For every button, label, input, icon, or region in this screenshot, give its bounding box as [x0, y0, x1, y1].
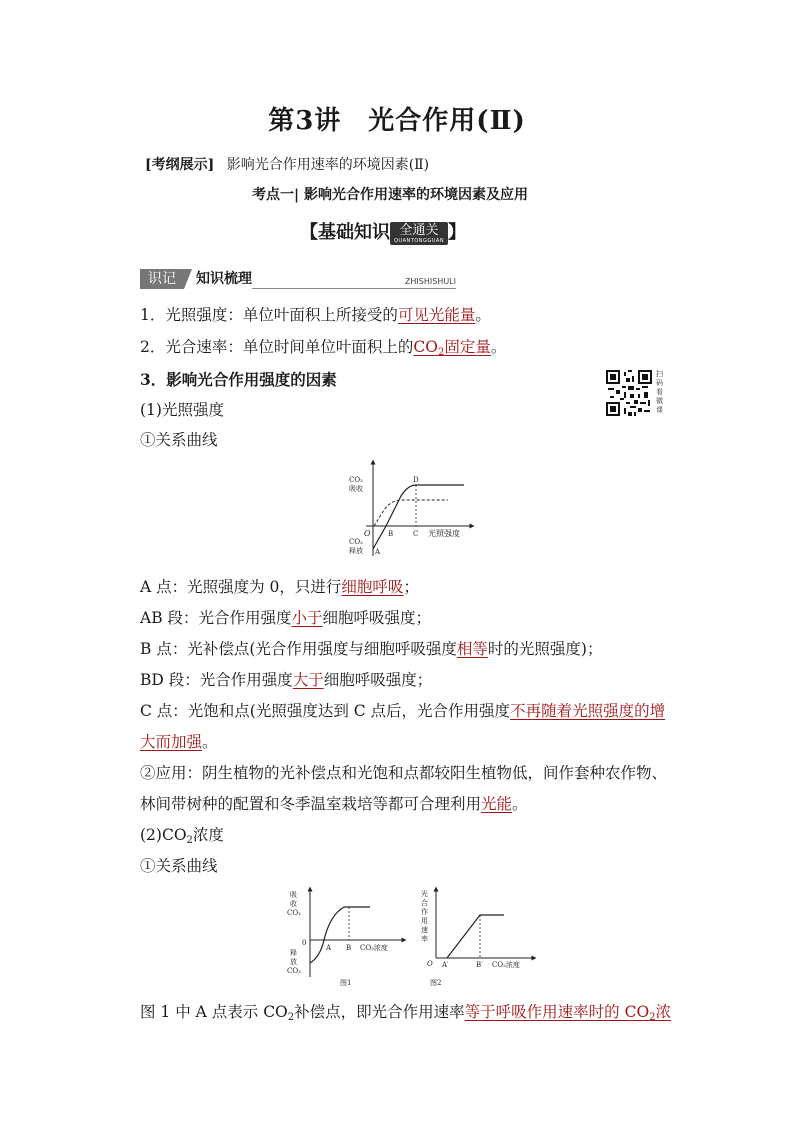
- line-a-end: ；: [403, 578, 419, 596]
- last-line-text: 图 1 中 A 点表示 CO: [140, 1003, 288, 1021]
- point-c-label: C: [413, 530, 419, 538]
- qr-code-icon[interactable]: [606, 370, 652, 416]
- line-a-answer: 细胞呼吸: [341, 578, 404, 596]
- section-bar-slash: [184, 269, 192, 289]
- y-bottom-label-2: 放: [290, 958, 297, 966]
- line-b-text: B 点：光补偿点(光合作用强度与细胞呼吸强度: [140, 640, 457, 658]
- y-bottom-label-1: 释: [290, 949, 297, 957]
- line-c-text: C 点：光饱和点(光照强度达到 C 点后，光合作用强度: [140, 702, 511, 720]
- sub-heading-co2-a: (2)CO: [140, 826, 187, 844]
- point-b-prime-label: B′: [476, 961, 483, 969]
- outline-line: [145, 155, 429, 175]
- origin-label: O: [427, 960, 433, 968]
- last-line-answer: [465, 1003, 671, 1021]
- section-bar-title: 知识梳理: [196, 271, 252, 287]
- curve-label-2: ①关系曲线: [140, 857, 218, 875]
- x-axis-label: CO₂浓度: [492, 961, 520, 969]
- line-bd: [140, 670, 432, 690]
- page-title: 第3讲 光合作用(Ⅱ): [268, 106, 526, 136]
- line-c-cont-end: 。: [202, 733, 218, 751]
- origin-label: 0: [302, 939, 307, 947]
- line-bd-end: 细胞呼吸强度；: [323, 671, 433, 689]
- item-1-end: 。: [475, 306, 491, 324]
- line-c-answer-cont: 大而加强: [140, 733, 203, 751]
- y-label-char: 光: [421, 890, 428, 898]
- jichu-left: 【基础知识: [300, 222, 390, 243]
- y-label-char: 速: [421, 926, 428, 934]
- outline-text: 影响光合作用速率的环境因素(Ⅱ): [226, 157, 430, 173]
- item-1: [140, 305, 491, 325]
- point-b-label: B: [346, 944, 352, 952]
- line-ab-end: 细胞呼吸强度；: [322, 609, 432, 627]
- section-bar-tag: 识记: [140, 269, 184, 289]
- point-d-label: D: [413, 476, 419, 484]
- application-line-2: [140, 794, 528, 814]
- qr-label-char: 微: [656, 397, 663, 405]
- curve-label-1: ①关系曲线: [140, 431, 218, 449]
- dashed-curve: [374, 500, 448, 526]
- point-a-label: A: [326, 944, 332, 952]
- application-answer: 光能: [481, 795, 513, 813]
- qr-code-block[interactable]: [606, 370, 666, 418]
- item-2-answer: [413, 338, 490, 356]
- jichu-badge-text: 全通关: [399, 223, 439, 238]
- point-a-prime-label: A′: [442, 961, 449, 969]
- line-ab-answer: 小于: [291, 609, 323, 627]
- co2-curve: [310, 907, 370, 963]
- item-1-answer: 可见光能量: [397, 306, 476, 324]
- origin-label: O: [364, 529, 371, 538]
- last-line-answer-b: 浓: [655, 1003, 672, 1021]
- sub-heading-co2-b: 浓度: [192, 826, 224, 844]
- line-ab: [140, 608, 431, 628]
- jichu-right: 】: [448, 222, 467, 243]
- y-label-char: 合: [421, 899, 428, 907]
- sub-heading-co2-sub: 2: [186, 835, 193, 846]
- jichu-heading: [300, 218, 466, 245]
- point-b-label: B: [388, 530, 394, 538]
- section-bar: [140, 268, 456, 289]
- qr-label-char: 课: [656, 406, 663, 414]
- item-2-text: 2．光合速率：单位时间单位叶面积上的: [140, 338, 414, 356]
- line-c-answer: 不再随着光照强度的增: [510, 702, 666, 720]
- last-line-mid: 补偿点，即光合作用速率: [294, 1003, 465, 1021]
- line-bd-answer: 大于: [292, 671, 324, 689]
- line-b-end: 时的光照强度)；: [487, 640, 603, 658]
- application-line-1: ②应用：阴生植物的光补偿点和光饱和点都较阳生植物低，间作套种农作物、: [140, 764, 668, 782]
- co2-rate-curve: [447, 915, 504, 958]
- y-bottom-label-1: CO₂: [349, 538, 363, 546]
- kaodian-heading: 考点一| 影响光合作用速率的环境因素及应用: [252, 187, 528, 203]
- last-line: [140, 1002, 671, 1028]
- co2-curve-figure-2: [416, 885, 538, 993]
- y-bottom-label-3: CO₂: [287, 967, 301, 975]
- qr-label-char: 扫: [656, 370, 663, 378]
- item-2-answer-b: 固定量: [444, 338, 491, 356]
- co2-curve-figure-1: [284, 885, 408, 993]
- last-line-answer-sub: 2: [649, 1012, 656, 1023]
- item-2-end: 。: [490, 338, 507, 356]
- y-label-char: 率: [421, 935, 428, 943]
- qr-label-char: 码: [656, 379, 663, 387]
- sub-heading-co2: [140, 825, 224, 851]
- y-top-label-2: 收: [290, 900, 297, 908]
- light-curve-figure: [344, 458, 476, 560]
- y-label-char: 用: [421, 917, 428, 925]
- last-line-answer-a: 等于呼吸作用速率时的 CO: [464, 1003, 650, 1021]
- section-bar-pinyin: ZHISHISHULI: [404, 277, 456, 286]
- qr-label: [656, 370, 664, 415]
- qr-label-char: 看: [656, 388, 663, 396]
- outline-tag: [考纲展示]: [145, 157, 215, 173]
- solid-curve: [373, 485, 464, 549]
- figure-caption-1: 图1: [340, 979, 352, 987]
- line-b-answer: 相等: [456, 640, 488, 658]
- figure-caption-2: 图2: [430, 979, 442, 987]
- y-bottom-label-2: 释放: [349, 547, 363, 555]
- application-text: 林间带树种的配置和冬季温室栽培等都可合理利用: [140, 795, 482, 813]
- line-c-cont: [140, 732, 218, 752]
- x-axis-label: 光照强度: [428, 529, 460, 538]
- y-label-char: 作: [421, 908, 428, 916]
- jichu-badge: [390, 222, 448, 245]
- line-c: [140, 701, 665, 721]
- line-b: [140, 639, 602, 659]
- y-top-label-3: CO₂: [287, 909, 301, 917]
- item-2-answer-sub: 2: [437, 347, 445, 358]
- item-3: 3．影响光合作用强度的因素: [140, 370, 337, 389]
- item-2: [140, 337, 506, 363]
- x-axis-label: CO₂浓度: [360, 944, 388, 952]
- line-a: [140, 577, 419, 597]
- line-bd-text: BD 段：光合作用强度: [140, 671, 293, 689]
- line-a-text: A 点：光照强度为 0，只进行: [140, 578, 342, 596]
- last-line-sub: 2: [287, 1012, 295, 1023]
- point-a-label: A: [375, 548, 381, 556]
- item-1-text: 1．光照强度：单位叶面积上所接受的: [140, 306, 398, 324]
- jichu-badge-sub: QUANTONGGUAN: [394, 238, 445, 244]
- item-2-answer-a: CO: [413, 338, 438, 356]
- sub-heading-light: (1)光照强度: [140, 401, 224, 419]
- y-top-label-1: CO₂: [349, 476, 363, 484]
- y-top-label-1: 吸: [290, 891, 297, 899]
- line-ab-text: AB 段：光合作用强度: [140, 609, 292, 627]
- application-end: 。: [512, 795, 528, 813]
- y-top-label-2: 吸收: [349, 485, 363, 493]
